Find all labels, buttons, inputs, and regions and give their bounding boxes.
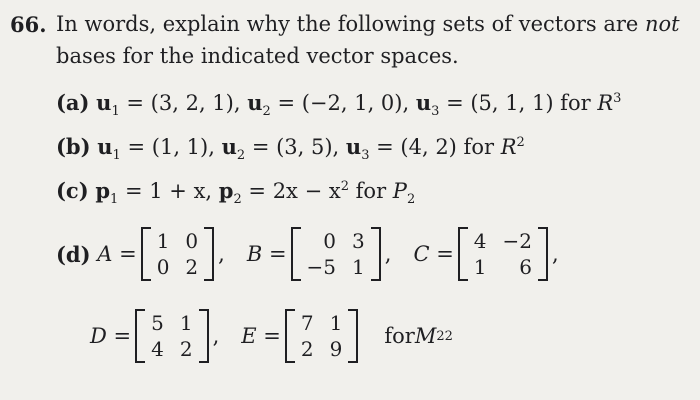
- space-name: R: [500, 135, 517, 159]
- left-bracket: [285, 309, 295, 363]
- left-bracket: [458, 227, 468, 281]
- superscript: 3: [613, 91, 622, 106]
- matrix-cell: 2: [300, 337, 314, 361]
- subscript: 2: [236, 148, 246, 164]
- matrix-A-name: A =: [97, 242, 137, 266]
- for-text: for: [348, 179, 393, 203]
- separator: ,: [384, 242, 392, 266]
- part-c-label: (c): [56, 178, 89, 203]
- vector-u1: u: [96, 90, 112, 115]
- matrix-C: [458, 227, 548, 281]
- part-d-label: (d): [56, 241, 91, 267]
- matrix-cell: 2: [185, 255, 199, 279]
- subscript: 2: [233, 192, 242, 208]
- matrix-D-name: D =: [90, 324, 132, 348]
- matrix-cell: 5: [151, 311, 164, 335]
- vector-value: = (3, 2, 1),: [119, 91, 248, 115]
- matrix-cell: 0: [185, 229, 199, 253]
- matrix-cell: 2: [179, 337, 193, 361]
- subscript: 2: [262, 104, 271, 120]
- superscript: 2: [516, 135, 525, 150]
- intro-text: In words, explain why the following sets of vectors are: [56, 12, 645, 36]
- part-c: [56, 178, 415, 207]
- problem-number: 66.: [10, 12, 47, 37]
- left-bracket: [135, 309, 145, 363]
- superscript: 2: [340, 179, 349, 194]
- matrix-cell: 0: [156, 255, 170, 279]
- vector-u2: u: [221, 134, 237, 159]
- polynomial-p2: p: [218, 178, 234, 203]
- polynomial-value: = 2x − x: [241, 179, 341, 203]
- problem-intro-line-1: [56, 12, 680, 36]
- part-a: [56, 90, 621, 119]
- matrix-cell: 7: [300, 311, 314, 335]
- matrix-cell: 9: [329, 337, 343, 361]
- subscript: 3: [431, 104, 440, 120]
- matrix-cell: 4: [151, 337, 164, 361]
- matrix-E-name: E =: [241, 324, 281, 348]
- vector-u3: u: [415, 90, 432, 115]
- matrix-cell: 1: [473, 255, 487, 279]
- separator: ,: [218, 242, 225, 266]
- polynomial-p1: p: [95, 178, 111, 203]
- subscript: 2: [406, 192, 416, 208]
- vector-value: = (1, 1),: [120, 135, 222, 159]
- matrix-C-name: C =: [413, 242, 454, 266]
- space-name: P: [392, 179, 407, 203]
- vector-u1: u: [97, 134, 113, 159]
- matrix-cell: 1: [352, 255, 365, 279]
- vector-u2: u: [247, 90, 263, 115]
- matrix-cell: 3: [352, 229, 365, 253]
- matrix-cell: −2: [502, 229, 533, 253]
- matrix-cell: 6: [519, 255, 533, 279]
- part-d-row-2: [90, 306, 453, 366]
- matrix-A: [141, 227, 214, 281]
- matrix-cell: 0: [323, 229, 337, 253]
- polynomial-value: = 1 + x,: [118, 179, 219, 203]
- problem-intro-line-2: bases for the indicated vector spaces.: [56, 44, 459, 68]
- part-d-row-1: [56, 224, 559, 284]
- intro-not: not: [645, 12, 680, 36]
- matrix-cell: −5: [306, 255, 337, 279]
- matrix-B-name: B =: [246, 242, 287, 266]
- vector-value: = (3, 5),: [245, 135, 346, 159]
- vector-u3: u: [345, 134, 362, 159]
- left-bracket: [141, 227, 151, 281]
- matrix-cell: 4: [473, 229, 487, 253]
- for-text: for: [384, 324, 415, 348]
- subscript: 22: [436, 328, 453, 344]
- right-bracket: [538, 227, 548, 281]
- separator: ,: [552, 242, 559, 266]
- part-a-label: (a): [56, 90, 90, 115]
- part-b: [56, 134, 525, 163]
- space-name: M: [414, 324, 437, 348]
- right-bracket: [371, 227, 381, 281]
- matrix-E: [285, 309, 358, 363]
- left-bracket: [291, 227, 301, 281]
- space-name: R: [597, 91, 614, 115]
- separator: ,: [212, 324, 220, 348]
- part-b-label: (b): [56, 134, 91, 159]
- right-bracket: [348, 309, 358, 363]
- vector-value: = (5, 1, 1) for: [439, 91, 598, 115]
- right-bracket: [204, 227, 214, 281]
- matrix-cell: 1: [329, 311, 343, 335]
- matrix-cell: 1: [179, 311, 193, 335]
- subscript: 1: [110, 192, 119, 208]
- matrix-D: [135, 309, 208, 363]
- subscript: 1: [112, 148, 121, 164]
- vector-value: = (4, 2) for: [369, 135, 501, 159]
- vector-value: = (−2, 1, 0),: [270, 91, 416, 115]
- subscript: 3: [361, 148, 370, 164]
- subscript: 1: [111, 104, 120, 120]
- matrix-B: [291, 227, 381, 281]
- right-bracket: [199, 309, 209, 363]
- matrix-cell: 1: [156, 229, 170, 253]
